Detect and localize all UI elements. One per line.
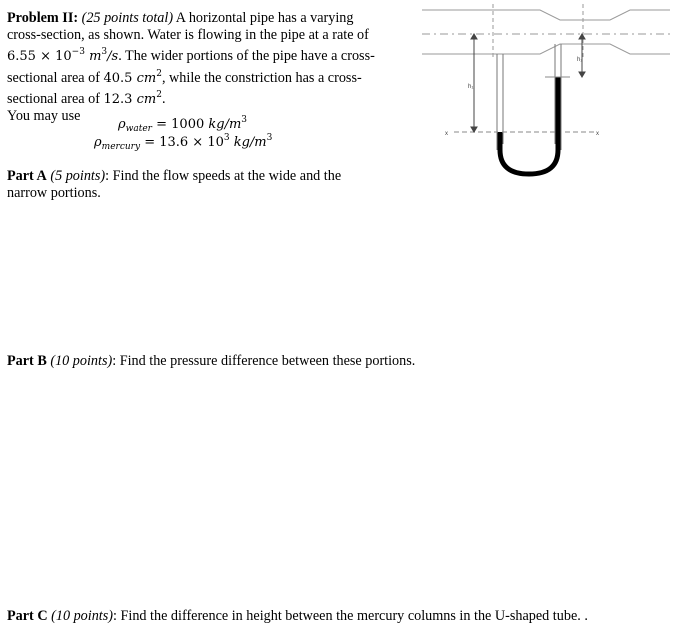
x-label-right: x [596,131,599,137]
part-c: Part C (10 points): Find the difference in height between the mercury columns in the U-shaped tube. . [7,608,588,624]
h1-arrow-down [471,127,477,132]
problem-label: Problem II: [7,10,79,26]
h1-label: h₁ [468,84,474,90]
h2-arrow-down [579,72,585,77]
narrow-area: 12.3 $cm^2$ [103,89,162,107]
pipe-bottom-wall [422,44,670,54]
x-label-left: x [445,131,448,137]
problem-text-2: . The wider portions of the pipe have a cross-sectional area of [7,48,375,86]
part-b: Part B (10 points): Find the pressure difference between these portions. [7,353,416,369]
mercury-density: $\rho_{mercury} = 13.6 \times 10^3$ $kg/m^3$ [94,133,273,152]
h2-label: h₂ [577,57,583,63]
water-density: $\rho_{water} = 1000$ $kg/m^3$ [118,115,248,134]
problem-points: (25 points total) [81,10,174,26]
wide-area: 40.5 $cm^2$ [103,68,162,86]
problem-text-4: . [161,90,166,107]
venturi-diagram [420,4,672,184]
mercury-column [500,77,558,174]
h1-arrow-up [471,34,477,39]
flow-rate: $6.55 \times 10^{-3}$ $m^3/s$ [7,47,119,65]
problem-statement [7,10,387,125]
problem-text-1: A horizontal pipe has a varying cross-section, as shown. Water is flowing in the pipe at a rate of [7,10,369,44]
part-a: Part A (5 points): Find the flow speeds at the wide and the narrow portions. [7,168,342,202]
may-use-text: You may use [7,108,81,125]
problem-text-3: , while the constriction has a cross-sectional area of [7,69,362,107]
pipe-top-wall [422,10,670,20]
h2-arrow-up [579,34,585,39]
